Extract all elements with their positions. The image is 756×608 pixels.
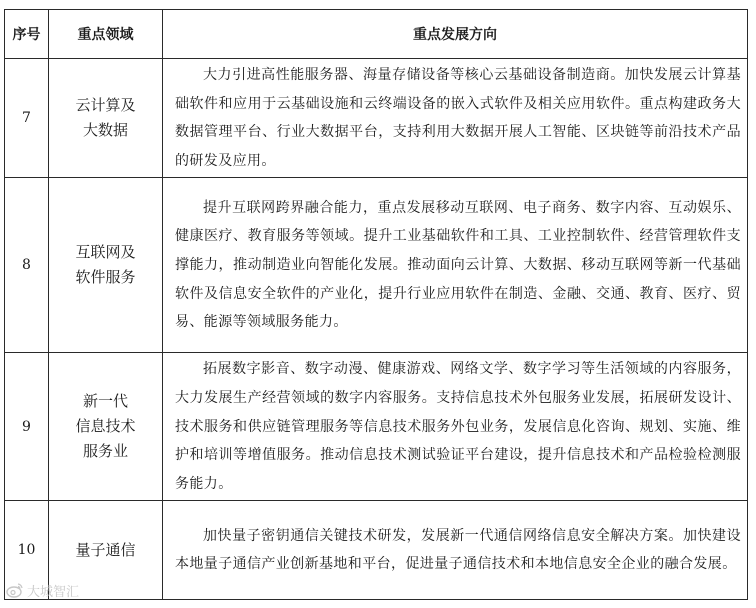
watermark-text: 大城智汇: [27, 584, 80, 600]
domain-line: 信息技术: [75, 417, 136, 436]
row-domain: [49, 178, 163, 353]
row-number: 7: [5, 59, 49, 178]
row-number: 10: [5, 501, 49, 600]
table-header-row: [5, 10, 748, 59]
direction-text: 提升互联网跨界融合能力，重点发展移动互联网、电子商务、数字内容、互动娱乐、健康医疗、教育服务等领域。提升工业基础软件和工具、工业控制软件、经营管理软件支撑能力，推动制造业向智能化发展。推动面向云计算、大数据、移动互联网等新一代基础软件及信息安全软件的产业化，提升行业应用软件在制造、金融、交通、教育、医疗、贸易、能源等领域服务能力。: [175, 199, 741, 331]
domain-line: 服务业: [82, 442, 128, 461]
domain-line: 新一代: [82, 392, 128, 411]
row-domain: [49, 59, 163, 178]
row-number: 9: [5, 353, 49, 501]
header-direction: 重点发展方向: [163, 10, 748, 59]
domain-line: 互联网及: [75, 243, 136, 262]
watermark: [6, 580, 79, 600]
row-number: 8: [5, 178, 49, 353]
row-direction: [163, 178, 748, 353]
table-row: [5, 353, 748, 501]
direction-text: 拓展数字影音、数字动漫、健康游戏、网络文学、数字学习等生活领域的内容服务，大力发展生产经营领域的数字内容服务。支持信息技术外包服务业发展，拓展研发设计、技术服务和供应链管理服务等信息技术服务外包业务，发展信息化咨询、规划、实施、维护和培训等增值服务。推动信息技术测试验证平台建设，提升信息技术和产品检验检测服务能力。: [175, 361, 741, 492]
weibo-logo-icon: [6, 582, 24, 598]
domain-line: 云计算及: [75, 96, 136, 115]
row-direction: [163, 59, 748, 178]
domain-line: 软件服务: [75, 268, 136, 287]
header-number: 序号: [5, 10, 49, 59]
priority-fields-table: [4, 9, 748, 600]
row-direction: [163, 501, 748, 600]
table-row: [5, 178, 748, 353]
domain-line: 大数据: [82, 121, 128, 140]
table-row: [5, 59, 748, 178]
header-domain: 重点领域: [49, 10, 163, 59]
table-row: [5, 501, 748, 600]
row-direction: [163, 353, 748, 501]
direction-text: 大力引进高性能服务器、海量存储设备等核心云基础设备制造商。加快发展云计算基础软件和应用于云基础设施和云终端设备的嵌入式软件及相关应用软件。重点构建政务大数据管理平台、行业大数据平台，支持利用大数据开展人工智能、区块链等前沿技术产品的研发及应用。: [175, 67, 741, 169]
row-domain: [49, 353, 163, 501]
domain-line: 量子通信: [75, 540, 136, 559]
direction-text: 加快量子密钥通信关键技术研发，发展新一代通信网络信息安全解决方案。加快建设本地量子通信产业创新基地和平台，促进量子通信技术和本地信息安全企业的融合发展。: [175, 527, 741, 573]
